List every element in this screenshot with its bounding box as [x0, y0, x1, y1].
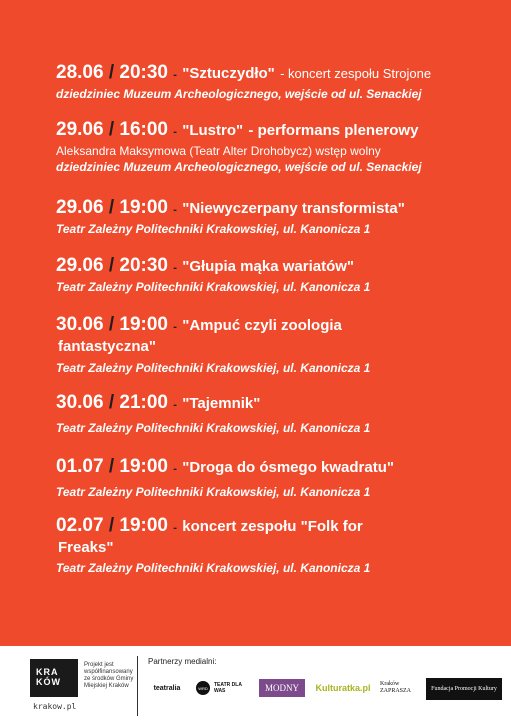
krakow-logo — [30, 659, 78, 697]
sponsor-footer — [0, 646, 511, 720]
date-time-separator: / — [108, 119, 115, 140]
cofunding-note: Projekt jest współfinansowany ze środków Gminy Miejskiej Kraków — [84, 662, 134, 689]
event-date: 28.06 — [56, 62, 104, 83]
event-heading — [56, 314, 496, 338]
event-time: 16:00 — [119, 119, 168, 140]
event-entry — [56, 62, 496, 102]
event-time: 21:00 — [119, 392, 168, 413]
event-venue: Teatr Zależny Politechniki Krakowskiej, ul. Kanonicza 1 — [56, 280, 371, 294]
event-venue: dziedziniec Muzeum Archeologicznego, wejście od ul. Senackiej — [56, 160, 422, 174]
event-venue: dziedziniec Muzeum Archeologicznego, wejście od ul. Senackiej — [56, 87, 422, 101]
event-title-continued: Freaks" — [58, 539, 114, 556]
date-time-separator: / — [108, 314, 115, 335]
event-heading — [56, 515, 496, 539]
partners-label: Partnerzy medialni: — [148, 657, 217, 666]
event-extra: - koncert zespołu Strojone — [280, 66, 432, 81]
event-venue: Teatr Zależny Politechniki Krakowskiej, ul. Kanonicza 1 — [56, 361, 371, 375]
event-venue: Teatr Zależny Politechniki Krakowskiej, ul. Kanonicza 1 — [56, 561, 371, 575]
date-time-separator: / — [108, 62, 115, 83]
partner-logo-modny: MODNY — [259, 679, 305, 697]
event-title: "Sztuczydło" — [182, 65, 275, 82]
date-time-separator: / — [108, 392, 115, 413]
title-dash: - — [173, 204, 177, 216]
krakow-logo-text: KRA KÓW — [36, 667, 61, 687]
partner-logo-teatr-dla-was: TEATR DLA WAS — [214, 682, 242, 694]
event-title: "Ampuć czyli zoologia — [182, 317, 342, 334]
event-venue: Teatr Zależny Politechniki Krakowskiej, ul. Kanonicza 1 — [56, 485, 371, 499]
event-entry — [56, 255, 496, 295]
event-time: 19:00 — [119, 456, 168, 477]
event-heading — [56, 255, 496, 279]
event-date: 29.06 — [56, 197, 104, 218]
event-entry — [56, 197, 496, 237]
event-time: 19:00 — [119, 314, 168, 335]
title-dash: - — [173, 262, 177, 274]
event-heading — [56, 62, 496, 86]
event-title: "Niewyczerpany transformista" — [182, 200, 405, 217]
date-time-separator: / — [108, 515, 115, 536]
event-title: "Tajemnik" — [182, 395, 261, 412]
event-date: 02.07 — [56, 515, 104, 536]
event-title: "Głupia mąka wariatów" — [182, 258, 355, 275]
event-title: koncert zespołu "Folk for — [182, 518, 363, 535]
event-title: "Droga do ósmego kwadratu" — [182, 459, 394, 476]
event-entry — [56, 456, 496, 500]
event-description: Aleksandra Maksymowa (Teatr Alter Drohobycz) wstęp wolny — [56, 144, 381, 158]
krakow-url: krakow.pl — [33, 702, 77, 711]
event-heading — [56, 392, 496, 416]
date-time-separator: / — [108, 456, 115, 477]
partner-logo-fundacja: Fundacja Promocji Kultury — [426, 678, 502, 700]
partner-logo-teatralia: teatralia — [153, 684, 181, 692]
event-time: 20:30 — [119, 62, 168, 83]
event-time: 20:30 — [119, 255, 168, 276]
title-dash: - — [173, 399, 177, 411]
partner-logo-wrd: WRD — [196, 681, 210, 695]
event-time: 19:00 — [119, 197, 168, 218]
title-dash: - — [173, 463, 177, 475]
title-dash: - — [173, 69, 177, 81]
partner-logo-kulturatka: Kulturatka.pl — [315, 683, 371, 693]
event-date: 30.06 — [56, 314, 104, 335]
event-heading — [56, 119, 496, 143]
event-date: 01.07 — [56, 456, 104, 477]
event-entry — [56, 119, 496, 175]
event-entry — [56, 314, 496, 376]
event-venue: Teatr Zależny Politechniki Krakowskiej, ul. Kanonicza 1 — [56, 421, 371, 435]
event-extra: - performans plenerowy — [248, 122, 419, 139]
event-date: 29.06 — [56, 255, 104, 276]
event-date: 30.06 — [56, 392, 104, 413]
title-dash: - — [173, 321, 177, 333]
date-time-separator: / — [108, 255, 115, 276]
event-entry — [56, 392, 496, 436]
event-date: 29.06 — [56, 119, 104, 140]
event-entry — [56, 515, 496, 576]
title-dash: - — [173, 126, 177, 138]
event-title-continued: fantastyczna" — [58, 338, 156, 355]
event-time: 19:00 — [119, 515, 168, 536]
event-heading — [56, 197, 496, 221]
date-time-separator: / — [108, 197, 115, 218]
event-heading — [56, 456, 496, 480]
event-venue: Teatr Zależny Politechniki Krakowskiej, ul. Kanonicza 1 — [56, 222, 371, 236]
title-dash: - — [173, 522, 177, 534]
footer-divider — [137, 656, 138, 716]
event-title: "Lustro" — [182, 122, 244, 139]
partner-logo-krakow-zaprasza: Kraków ZAPRASZA — [380, 681, 412, 694]
